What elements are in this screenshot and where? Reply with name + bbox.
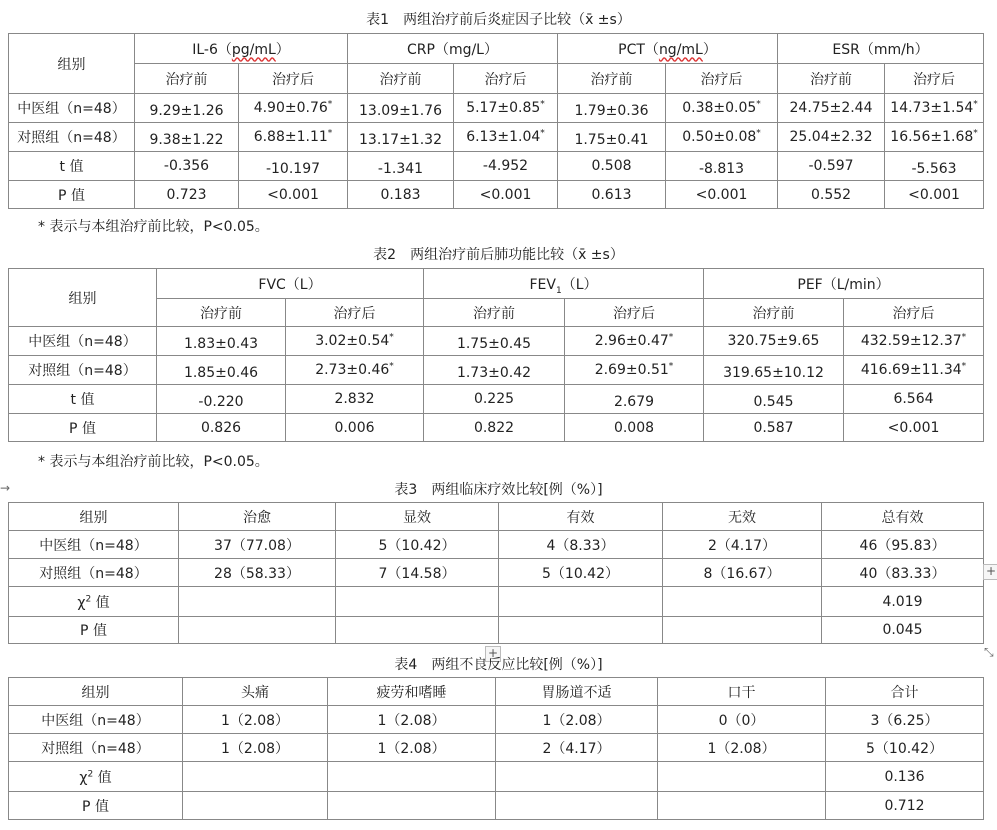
- cell: 4.90±0.76*: [239, 94, 348, 123]
- cell: 7（14.58）: [336, 559, 499, 587]
- cell: 5（10.42）: [499, 559, 663, 587]
- add-column-plus-icon[interactable]: +: [983, 564, 997, 580]
- fev1-header: $FEV_1(L)$: [424, 269, 704, 299]
- cell: [336, 617, 499, 644]
- after-header: 治疗后: [286, 299, 424, 327]
- cell: 432.59±12.37*: [844, 327, 984, 356]
- cell: 2（4.17）: [663, 531, 822, 559]
- table-row: [9, 734, 984, 762]
- row-label: 对照组（n=48）: [9, 734, 183, 762]
- cell: 9.38±1.22: [135, 123, 239, 152]
- cell: 13.17±1.32: [348, 123, 454, 152]
- cell: 6.13±1.04*: [454, 123, 558, 152]
- cell: 1.85±0.46: [157, 356, 286, 385]
- cell: 0.508: [558, 152, 666, 181]
- table1-caption: 表1 两组治疗前后炎症因子比较（x̄ ±s）: [366, 12, 631, 28]
- cell: [499, 587, 663, 617]
- after-header: 治疗后: [454, 64, 558, 94]
- cell: [336, 587, 499, 617]
- cell: 1.79±0.36: [558, 94, 666, 123]
- cell: 25.04±2.32: [778, 123, 885, 152]
- cell: 16.56±1.68*: [885, 123, 984, 152]
- il6-header: IL-6（pg/mL）: [135, 34, 348, 64]
- cell: 1（2.08）: [328, 706, 496, 734]
- cell: 0.712: [826, 792, 984, 820]
- table-row: [9, 762, 984, 792]
- cell: 28（58.33）: [179, 559, 336, 587]
- after-header: 治疗后: [565, 299, 704, 327]
- table-row: [9, 792, 984, 820]
- cell: 0.822: [424, 414, 565, 442]
- column-header: 无效: [663, 503, 822, 531]
- group-header: 组别: [9, 269, 157, 327]
- cell: [496, 792, 658, 820]
- cell: 0.225: [424, 385, 565, 414]
- cell: 2（4.17）: [496, 734, 658, 762]
- cell: 416.69±11.34*: [844, 356, 984, 385]
- table-row: [9, 414, 984, 442]
- cell: [183, 762, 328, 792]
- cell: 319.65±10.12: [704, 356, 844, 385]
- crp-header: CRP（mg/L）: [348, 34, 558, 64]
- fvc-header: FVC（L）: [157, 269, 424, 299]
- row-label: P 值: [9, 414, 157, 442]
- cell: -0.220: [157, 385, 286, 414]
- row-label: 中医组（n=48）: [9, 94, 135, 123]
- row-label: 对照组（n=48）: [9, 356, 157, 385]
- cell: <0.001: [239, 181, 348, 209]
- cell: 3.02±0.54*: [286, 327, 424, 356]
- cell: 6.564: [844, 385, 984, 414]
- table-row: [9, 356, 984, 385]
- table-row: [9, 559, 984, 587]
- row-label: 对照组（n=48）: [9, 559, 179, 587]
- cell: 0.613: [558, 181, 666, 209]
- cell: <0.001: [454, 181, 558, 209]
- cell: <0.001: [844, 414, 984, 442]
- cell: 1（2.08）: [183, 734, 328, 762]
- table1: [8, 33, 984, 209]
- column-header: 头痛: [183, 678, 328, 706]
- cell: [328, 792, 496, 820]
- cell: -4.952: [454, 152, 558, 181]
- chi-label: $\chi^2$ 值: [9, 587, 179, 617]
- cell: -10.197: [239, 152, 348, 181]
- cell: -5.563: [885, 152, 984, 181]
- cell: 1（2.08）: [658, 734, 826, 762]
- cell: 1.75±0.41: [558, 123, 666, 152]
- cell: 0（0）: [658, 706, 826, 734]
- cell: -1.341: [348, 152, 454, 181]
- table-row: [9, 94, 984, 123]
- cell: [496, 762, 658, 792]
- header-row: [9, 503, 984, 531]
- before-header: 治疗前: [778, 64, 885, 94]
- after-header: 治疗后: [844, 299, 984, 327]
- cell: -8.813: [666, 152, 778, 181]
- row-label: 中医组（n=48）: [9, 706, 183, 734]
- cell: -0.356: [135, 152, 239, 181]
- cell: 9.29±1.26: [135, 94, 239, 123]
- cell: 24.75±2.44: [778, 94, 885, 123]
- cell: 0.723: [135, 181, 239, 209]
- cell: 3（6.25）: [826, 706, 984, 734]
- cell: [179, 617, 336, 644]
- cell: 4.019: [822, 587, 984, 617]
- table2: [8, 268, 984, 442]
- cell: 1.75±0.45: [424, 327, 565, 356]
- cell: 1（2.08）: [328, 734, 496, 762]
- cell: 6.88±1.11*: [239, 123, 348, 152]
- cell: 0.826: [157, 414, 286, 442]
- table-row: [9, 327, 984, 356]
- row-label: t 值: [9, 385, 157, 414]
- cell: 0.136: [826, 762, 984, 792]
- cell: 2.69±0.51*: [565, 356, 704, 385]
- column-header: 总有效: [822, 503, 984, 531]
- cell: 2.73±0.46*: [286, 356, 424, 385]
- table3: [8, 502, 984, 644]
- table-row: [9, 587, 984, 617]
- table-row: [9, 617, 984, 644]
- table-row: [9, 123, 984, 152]
- cell: 2.832: [286, 385, 424, 414]
- column-header: 合计: [826, 678, 984, 706]
- cell: 0.38±0.05*: [666, 94, 778, 123]
- cell: [179, 587, 336, 617]
- table2-caption: 表2 两组治疗前后肺功能比较（x̄ ±s）: [373, 247, 624, 263]
- cell: 8（16.67）: [663, 559, 822, 587]
- column-header: 有效: [499, 503, 663, 531]
- cell: 46（95.83）: [822, 531, 984, 559]
- before-header: 治疗前: [348, 64, 454, 94]
- table-row: [9, 181, 984, 209]
- table-row: [9, 531, 984, 559]
- cell: [499, 617, 663, 644]
- row-label: 中医组（n=48）: [9, 327, 157, 356]
- after-header: 治疗后: [885, 64, 984, 94]
- column-header: 治愈: [179, 503, 336, 531]
- table-row: [9, 385, 984, 414]
- cell: [328, 762, 496, 792]
- p-label: P 值: [9, 792, 183, 820]
- cell: 2.96±0.47*: [565, 327, 704, 356]
- table3-caption: 表3 两组临床疗效比较[例（%）]: [394, 482, 603, 498]
- cell: 37（77.08）: [179, 531, 336, 559]
- cell: [183, 792, 328, 820]
- cell: <0.001: [666, 181, 778, 209]
- cell: 0.045: [822, 617, 984, 644]
- cell: [658, 792, 826, 820]
- before-header: 治疗前: [558, 64, 666, 94]
- after-header: 治疗后: [239, 64, 348, 94]
- cell: 0.50±0.08*: [666, 123, 778, 152]
- anchor-arrow-icon[interactable]: →: [0, 481, 11, 495]
- column-header: 胃肠道不适: [496, 678, 658, 706]
- cell: 5（10.42）: [826, 734, 984, 762]
- cell: 0.545: [704, 385, 844, 414]
- cell: 1（2.08）: [496, 706, 658, 734]
- resize-handle-icon[interactable]: ⤡: [984, 645, 994, 659]
- cell: 5（10.42）: [336, 531, 499, 559]
- table4: [8, 677, 984, 820]
- cell: [663, 617, 822, 644]
- group-header: 组别: [9, 34, 135, 94]
- add-row-plus-icon[interactable]: +: [485, 646, 501, 662]
- cell: 0.006: [286, 414, 424, 442]
- cell: [658, 762, 826, 792]
- row-label: t 值: [9, 152, 135, 181]
- chi-label: $\chi^2$ 值: [9, 762, 183, 792]
- cell: 14.73±1.54*: [885, 94, 984, 123]
- cell: [663, 587, 822, 617]
- pef-header: PEF（L/min）: [704, 269, 984, 299]
- header-row: [9, 678, 984, 706]
- cell: 0.587: [704, 414, 844, 442]
- cell: 0.183: [348, 181, 454, 209]
- cell: 0.552: [778, 181, 885, 209]
- cell: 1.73±0.42: [424, 356, 565, 385]
- cell: 5.17±0.85*: [454, 94, 558, 123]
- column-header: 疲劳和嗜睡: [328, 678, 496, 706]
- esr-header: ESR（mm/h）: [778, 34, 984, 64]
- row-label: 对照组（n=48）: [9, 123, 135, 152]
- before-header: 治疗前: [157, 299, 286, 327]
- group-header: 组别: [9, 503, 179, 531]
- table-row: [9, 152, 984, 181]
- row-label: 中医组（n=48）: [9, 531, 179, 559]
- cell: 4（8.33）: [499, 531, 663, 559]
- cell: 0.008: [565, 414, 704, 442]
- cell: -0.597: [778, 152, 885, 181]
- row-label: P 值: [9, 181, 135, 209]
- table-row: [9, 706, 984, 734]
- cell: 1（2.08）: [183, 706, 328, 734]
- pct-header: PCT（ng/mL）: [558, 34, 778, 64]
- cell: 1.83±0.43: [157, 327, 286, 356]
- table2-note: * 表示与本组治疗前比较，P<0.05。: [38, 454, 269, 470]
- cell: 2.679: [565, 385, 704, 414]
- table1-note: * 表示与本组治疗前比较，P<0.05。: [38, 219, 269, 235]
- before-header: 治疗前: [135, 64, 239, 94]
- group-header: 组别: [9, 678, 183, 706]
- cell: <0.001: [885, 181, 984, 209]
- column-header: 口干: [658, 678, 826, 706]
- column-header: 显效: [336, 503, 499, 531]
- p-label: P 值: [9, 617, 179, 644]
- cell: 40（83.33）: [822, 559, 984, 587]
- cell: 13.09±1.76: [348, 94, 454, 123]
- table4-caption: 表4 两组不良反应比较[例（%）]: [394, 657, 603, 673]
- before-header: 治疗前: [704, 299, 844, 327]
- before-header: 治疗前: [424, 299, 565, 327]
- after-header: 治疗后: [666, 64, 778, 94]
- cell: 320.75±9.65: [704, 327, 844, 356]
